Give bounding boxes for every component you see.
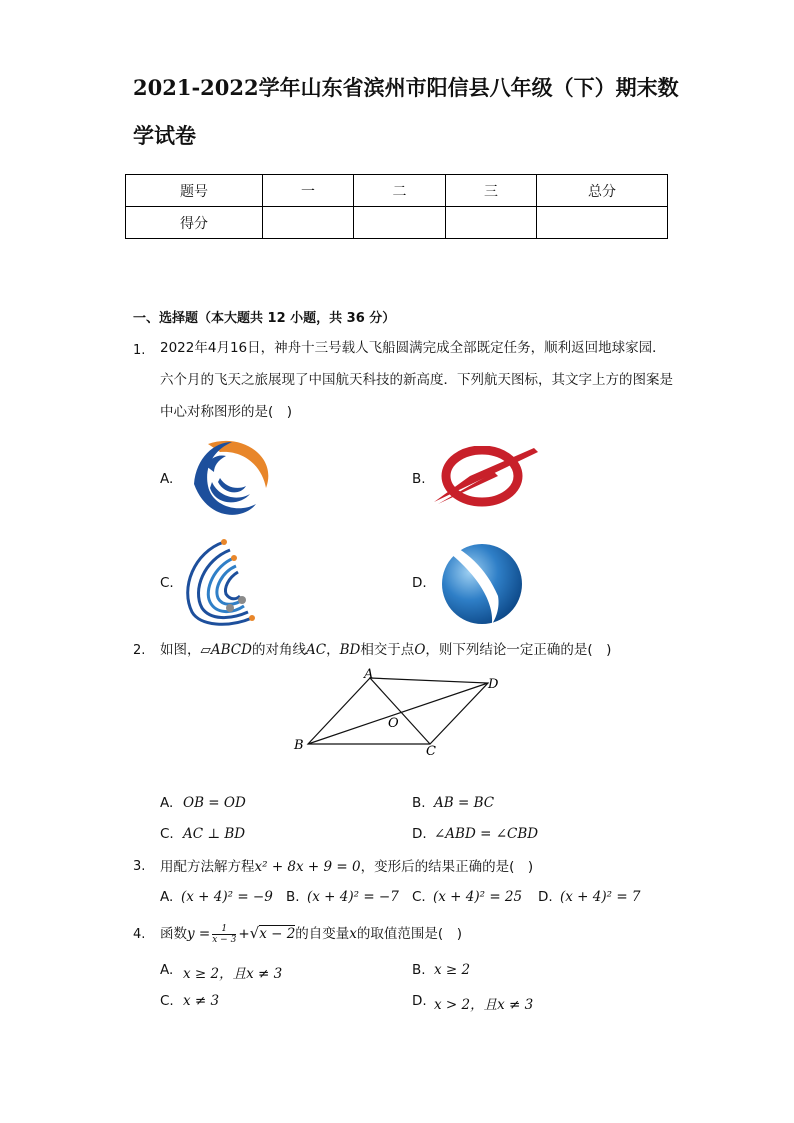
option-label: A. xyxy=(160,795,174,811)
vertex-label-c: C xyxy=(426,744,436,759)
score-cell[interactable] xyxy=(354,207,446,239)
orbit-rings-logo-icon xyxy=(180,538,260,630)
vertex-label-o: O xyxy=(388,716,399,731)
question-text-part: 的自变量 xyxy=(295,926,350,942)
sqrt-radicand: x − 2 xyxy=(259,926,296,942)
table-header-cell: 总分 xyxy=(537,175,668,207)
math-expression: x² + 8x + 9 = 0 xyxy=(254,859,361,875)
question-text-part: 如图， xyxy=(160,642,201,658)
plus-sign: + xyxy=(238,926,250,942)
table-row-label: 得分 xyxy=(126,207,263,239)
question-number: 3. xyxy=(133,859,146,874)
option-label: D. xyxy=(412,575,427,591)
option-expression: x ≥ 2 xyxy=(434,962,471,978)
option-label: D. xyxy=(412,993,427,1009)
question-text xyxy=(160,916,675,951)
option-label: C. xyxy=(160,575,174,591)
table-header-cell: 一 xyxy=(263,175,354,207)
option-expression: (x + 4)² = 7 xyxy=(560,889,641,905)
score-table-score-row xyxy=(126,207,668,239)
question-text-part: 相交于点 xyxy=(360,642,415,658)
option-label: B. xyxy=(412,962,426,978)
option-label: C. xyxy=(412,889,426,905)
math-expression: AC xyxy=(305,642,327,658)
math-expression: BD xyxy=(339,642,361,658)
section-heading: 一、选择题（本大题共 12 小题，共 36 分） xyxy=(133,311,396,326)
fraction xyxy=(212,924,236,945)
option-label: C. xyxy=(160,826,174,842)
score-cell[interactable] xyxy=(446,207,537,239)
question-text xyxy=(160,633,675,667)
math-expression: y = xyxy=(187,926,211,942)
question-text-part: 的取值范围是( ) xyxy=(356,926,462,942)
swoosh-logo-icon xyxy=(186,436,274,526)
option-expression: (x + 4)² = −7 xyxy=(307,889,399,905)
option-label: A. xyxy=(160,471,174,487)
question-text-part: 的对角线 xyxy=(251,642,306,658)
math-expression: O xyxy=(414,642,426,658)
blue-sphere-logo-icon xyxy=(436,538,526,630)
table-header-cell: 二 xyxy=(354,175,446,207)
option-expression: (x + 4)² = −9 xyxy=(181,889,273,905)
option-expression: AC ⊥ BD xyxy=(183,826,246,842)
option-label: A. xyxy=(160,889,174,905)
fraction-denominator: x − 3 xyxy=(212,934,237,945)
question-text-part: 函数 xyxy=(160,926,187,942)
red-ring-logo-icon xyxy=(434,446,538,512)
option-expression: x ≥ 2，且x ≠ 3 xyxy=(183,966,283,982)
question-number: 1. xyxy=(133,343,146,358)
question-number: 4. xyxy=(133,927,146,942)
question-text-part: ，则下列结论一定正确的是( ) xyxy=(425,642,612,658)
question-number: 2. xyxy=(133,643,146,658)
math-expression: x xyxy=(349,926,357,942)
vertex-label-b: B xyxy=(294,738,304,753)
option-expression: OB = OD xyxy=(183,795,246,811)
question-text-part: ，变形后的结果正确的是( ) xyxy=(360,859,534,875)
option-label: D. xyxy=(538,889,553,905)
question-text-part: ， xyxy=(326,642,340,658)
sqrt-icon: √ xyxy=(249,924,260,942)
option-label: C. xyxy=(160,993,174,1009)
option-label: B. xyxy=(412,795,426,811)
page-title: 2021-2022学年山东省滨州市阳信县八年级（下）期末数学试卷 xyxy=(133,75,679,148)
question-text: 2022年4月16日，神舟十三号载人飞船圆满完成全部既定任务，顺利返回地球家园．六个月的飞天之旅展现了中国航天科技的新高度．下列航天图标，其文字上方的图案是中心对称图形的是( ) xyxy=(160,340,673,420)
score-table xyxy=(125,174,668,239)
option-label: A. xyxy=(160,962,174,978)
table-header-cell: 三 xyxy=(446,175,537,207)
score-table-header-row xyxy=(126,175,668,207)
parallelogram-figure xyxy=(290,666,510,766)
question-text xyxy=(160,851,675,883)
score-cell[interactable] xyxy=(263,207,354,239)
score-cell[interactable] xyxy=(537,207,668,239)
option-label: B. xyxy=(286,889,300,905)
table-header-cell: 题号 xyxy=(126,175,263,207)
option-expression: x > 2，且x ≠ 3 xyxy=(434,997,534,1013)
vertex-label-d: D xyxy=(488,677,499,692)
option-label: D. xyxy=(412,826,427,842)
option-expression: x ≠ 3 xyxy=(183,993,220,1009)
question-text-part: 用配方法解方程 xyxy=(160,859,255,875)
vertex-label-a: A xyxy=(364,667,374,682)
option-expression: (x + 4)² = 25 xyxy=(433,889,523,905)
math-expression: ▱ABCD xyxy=(200,642,252,658)
option-expression: AB = BC xyxy=(434,795,495,811)
option-label: B. xyxy=(412,471,426,487)
fraction-numerator: 1 xyxy=(212,924,236,935)
option-expression: ∠ABD = ∠CBD xyxy=(434,826,539,842)
